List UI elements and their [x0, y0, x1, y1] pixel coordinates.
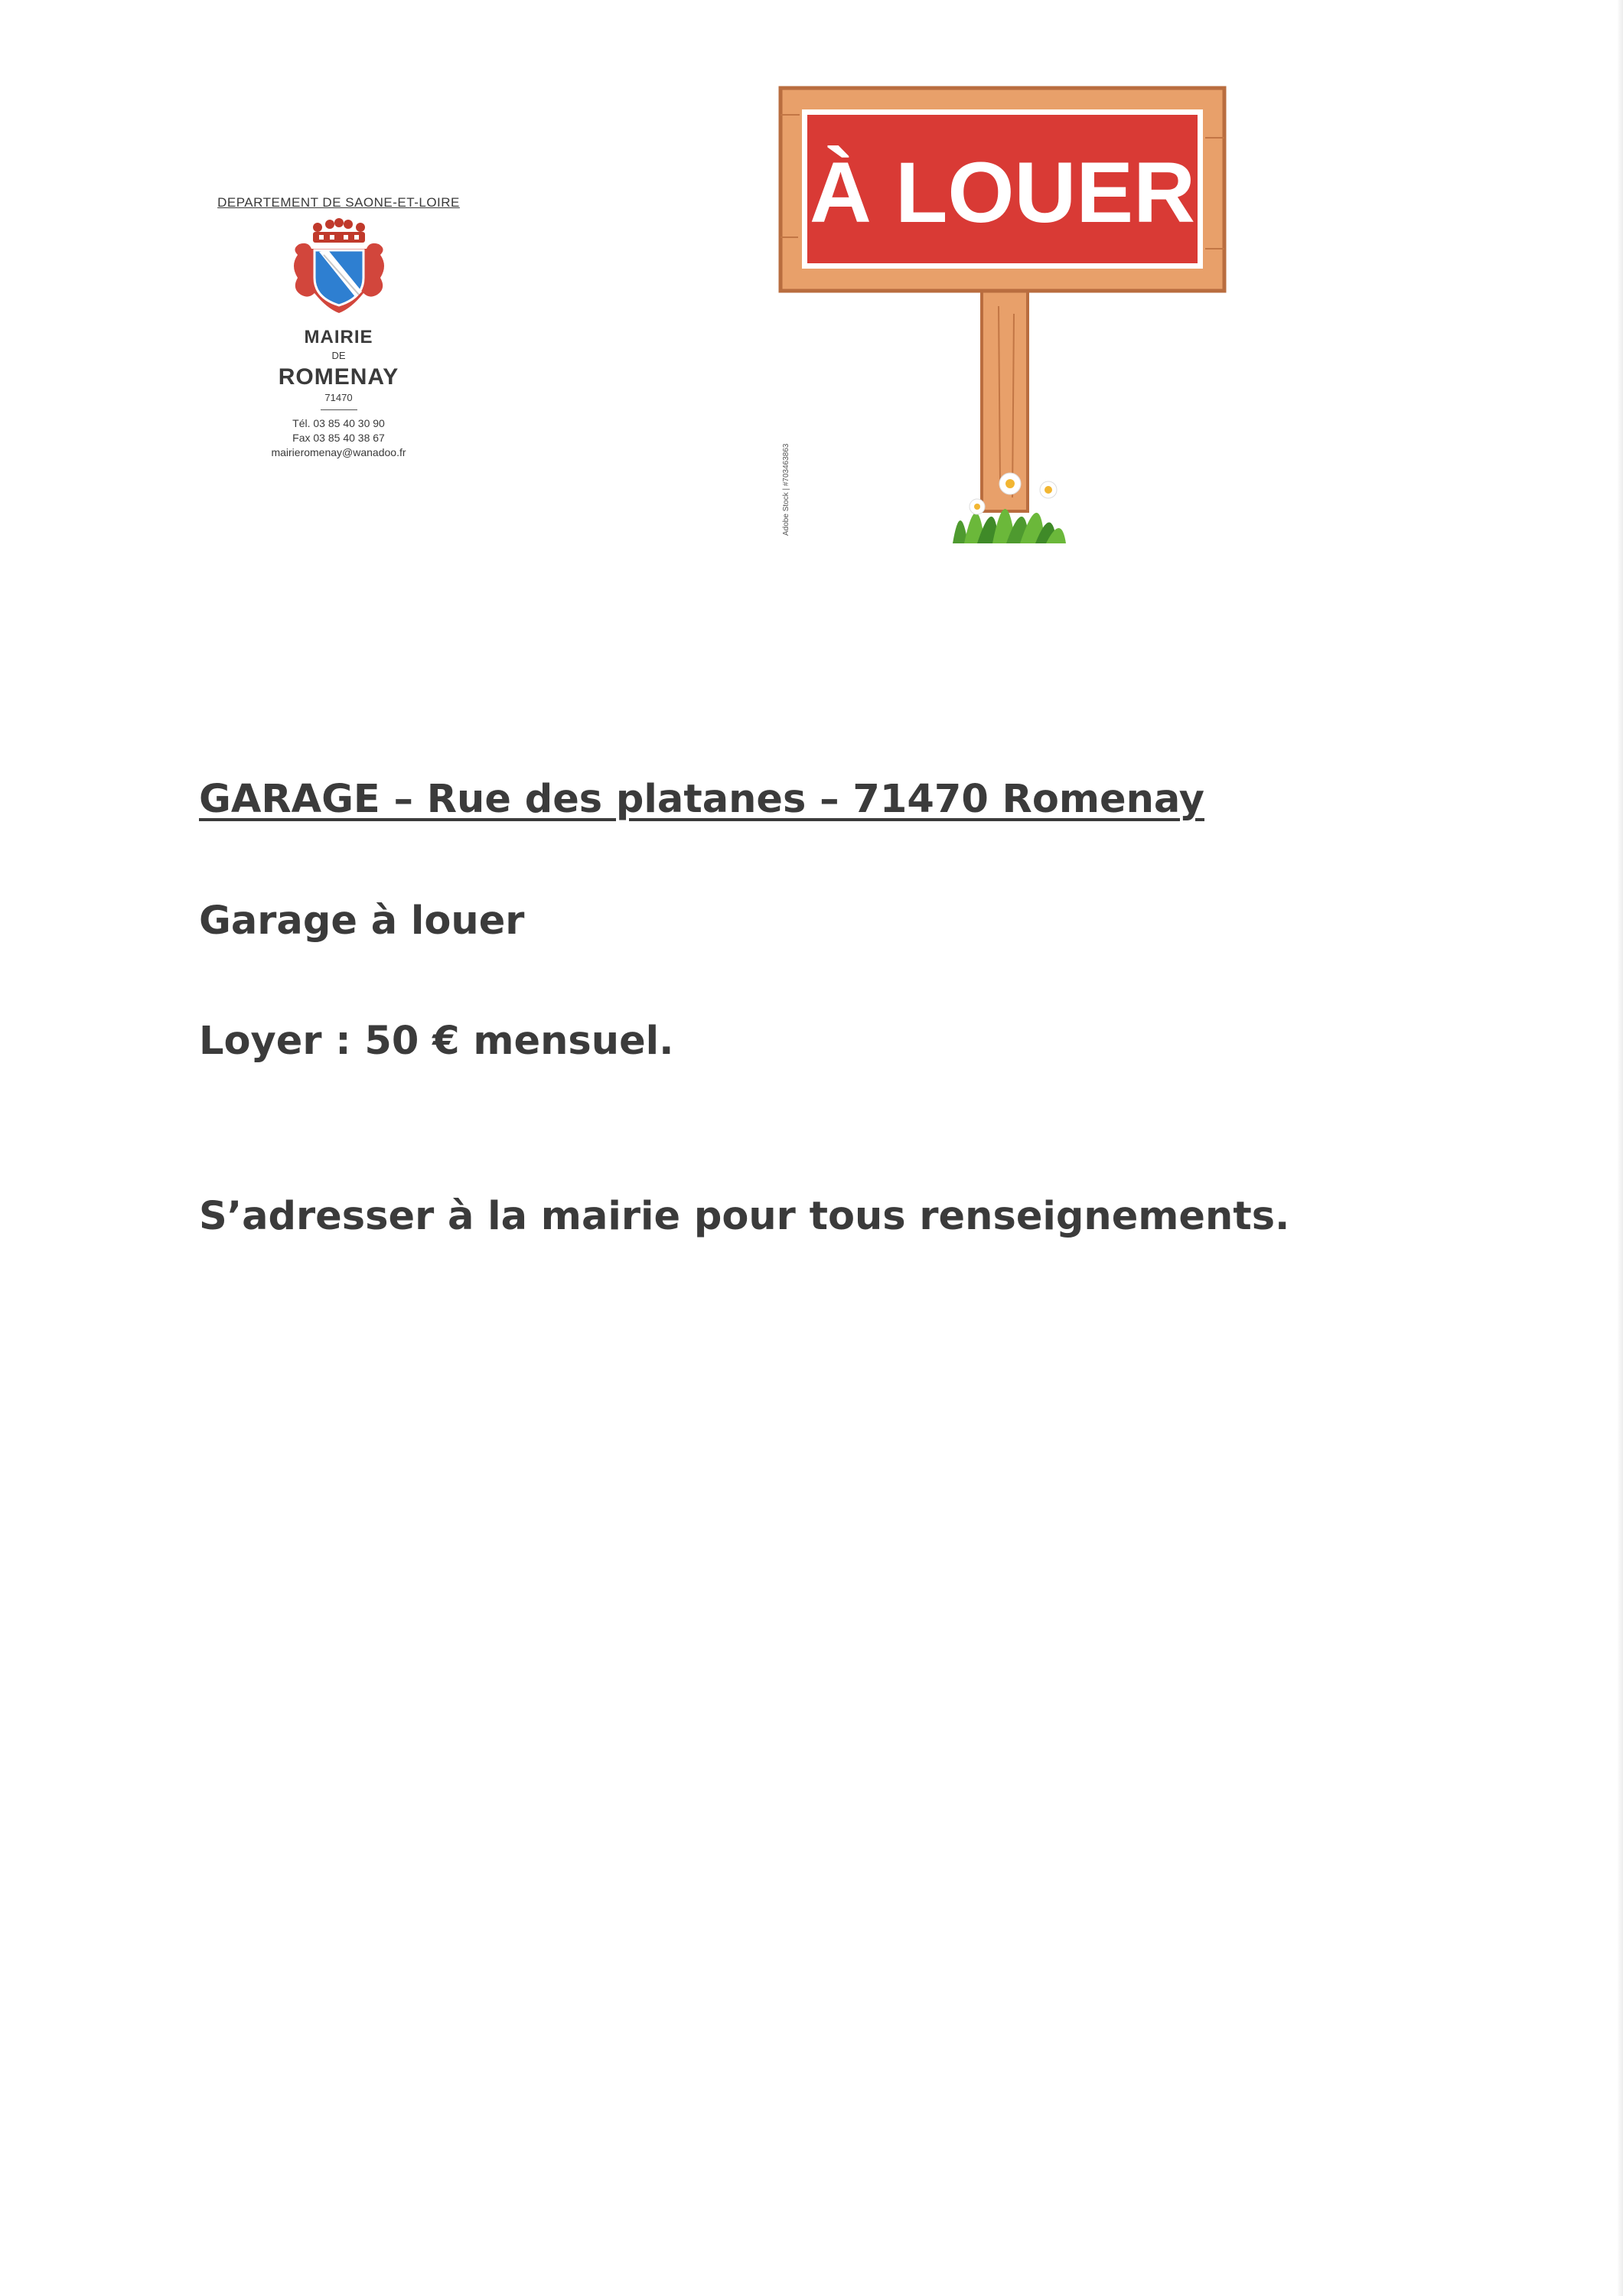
notice-line-rent-offer: Garage à louer	[199, 899, 525, 944]
email-address: mairieromenay@wanadoo.fr	[271, 446, 406, 458]
page-edge	[1617, 0, 1623, 2296]
grass-icon	[953, 509, 1066, 543]
town-name: ROMENAY	[278, 364, 399, 390]
notice-line-rent-price: Loyer : 50 € mensuel.	[199, 1019, 674, 1064]
fax-number: Fax 03 85 40 38 67	[292, 432, 385, 444]
letterhead	[207, 195, 471, 460]
notice-heading: GARAGE – Rue des platanes – 71470 Romenay	[199, 777, 1204, 822]
coat-of-arms-icon	[285, 218, 393, 318]
divider	[321, 409, 357, 410]
phone-number: Tél. 03 85 40 30 90	[292, 417, 385, 429]
notice-line-contact: S’adresser à la mairie pour tous renseignements.	[199, 1194, 1290, 1239]
for-rent-sign	[777, 84, 1236, 551]
sign-text: À LOUER	[810, 145, 1195, 240]
mairie-label: MAIRIE	[304, 327, 373, 347]
postcode: 71470	[324, 392, 353, 403]
image-credit: Adobe Stock | #703463863	[782, 443, 790, 536]
de-label: DE	[331, 350, 346, 361]
notice	[199, 777, 1423, 1239]
department-line: DEPARTEMENT DE SAONE-ET-LOIRE	[217, 195, 460, 210]
